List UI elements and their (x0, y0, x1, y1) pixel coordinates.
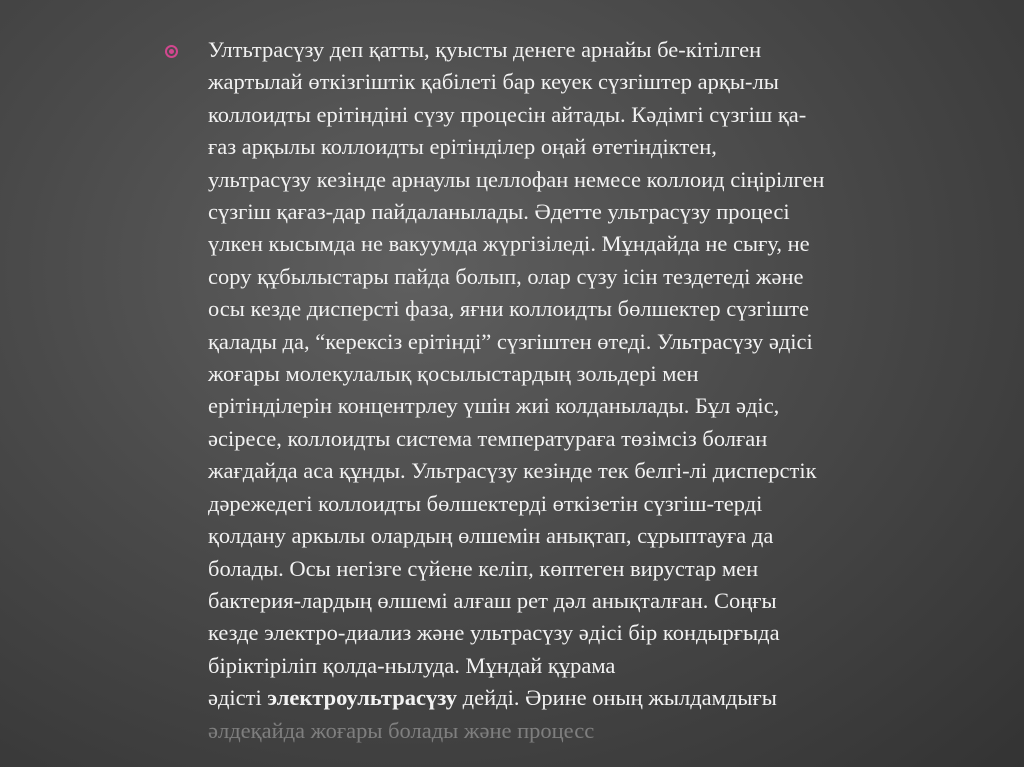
text-line: жартылай өткізгіштік қабілеті бар кеуек сүзгіштер арқы-лы (208, 69, 779, 95)
text-line: ғаз арқылы коллоидты ерітінділер оңай өтетіндіктен, (208, 134, 717, 160)
text-segment: дейді. Әрине оның жылдамдығы (457, 685, 777, 711)
slide-body-text (208, 34, 1008, 747)
text-line: кезде электро-диализ және ультрасүзу әдісі бір кондырғыда (208, 620, 780, 646)
text-line: Ултьтрасүзу деп қатты, қуысты денеге арнайы бе-кітілген (208, 37, 762, 62)
text-line: ультрасүзу кезінде арнаулы целлофан немесе коллоид сіңірілген (208, 166, 825, 192)
text-line: сүзгіш қағаз-дар пайдаланылады. Әдетте ультрасүзу процесі (208, 199, 790, 225)
text-line: дәрежедегі коллоидты бөлшектерді өткізетін сүзгіш-терді (208, 490, 763, 516)
text-line: сору құбылыстары пайда болып, олар сүзу ісін тездетеді және (208, 263, 804, 289)
text-line: қалады да, “керексіз ерітінді” сүзгіштен өтеді. Ультрасүзу әдісі (208, 328, 813, 354)
text-line: ерітінділерін концентрлеу үшін жиі колданылады. Бұл әдіс, (208, 393, 780, 419)
text-line: әсіресе, коллоидты система температураға төзімсіз болған (208, 425, 768, 451)
text-line: осы кезде дисперсті фаза, яғни коллоидты бөлшектер сүзгіште (208, 296, 809, 322)
text-line: біріктіріліп қолда-нылуда. Мұндай құрама (208, 652, 616, 678)
text-line: үлкен кысымда не вакуумда жүргізіледі. Мұндайда не сығу, не (208, 231, 810, 257)
text-segment: әдісті (208, 685, 268, 711)
text-line: коллоидты ерітіндіні сүзу процесін айтады. Кәдімгі сүзгіш қа- (208, 101, 807, 127)
text-line: қолдану аркылы олардың өлшемін анықтап, сұрыптауға да (208, 523, 774, 549)
text-line: бактерия-лардың өлшемі алғаш рет дәл анықталған. Соңғы (208, 587, 777, 613)
text-line-with-bold-term (208, 682, 1008, 714)
bullet-icon (165, 45, 178, 58)
cut-off-text-line: әлдеқайда жоғары болады және процесс (208, 717, 595, 743)
text-line: жоғары молекулалық қосылыстардың зольдері мен (208, 361, 699, 387)
bold-term: электроультрасүзу (267, 685, 458, 711)
text-line: болады. Осы негізге сүйене келіп, көптеген вирустар мен (208, 555, 759, 581)
text-line: жағдайда аса құнды. Ультрасүзу кезінде тек белгі-лі дисперстік (208, 458, 817, 484)
